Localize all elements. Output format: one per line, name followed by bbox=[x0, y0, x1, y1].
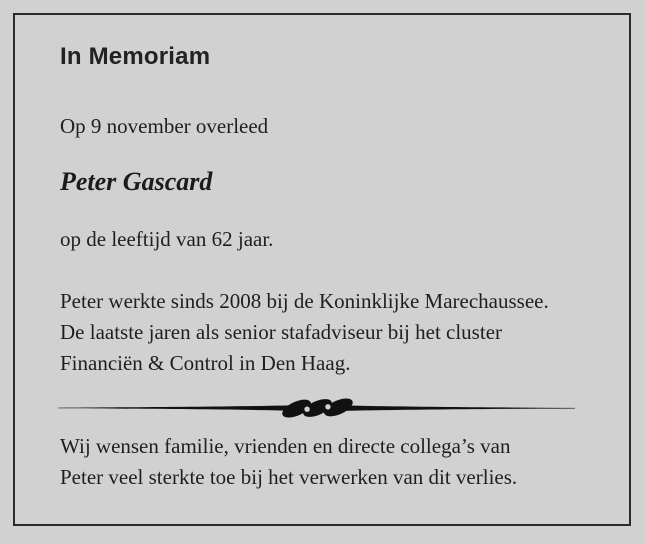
intro-line: Op 9 november overleed bbox=[60, 114, 269, 138]
deceased-name: Peter Gascard bbox=[60, 167, 213, 196]
career-line-3: Financiën & Control in Den Haag. bbox=[60, 351, 351, 375]
career-line-1: Peter werkte sinds 2008 bij de Koninklijke Marechaussee. bbox=[60, 289, 549, 313]
age-line: op de leeftijd van 62 jaar. bbox=[60, 227, 274, 251]
career-paragraph bbox=[60, 286, 617, 379]
rope-twist-divider-icon bbox=[58, 396, 575, 420]
rope-knot bbox=[280, 396, 356, 420]
page-title: In Memoriam bbox=[60, 43, 211, 70]
memoriam-card bbox=[13, 13, 631, 526]
condolence-paragraph bbox=[60, 431, 617, 493]
career-line-2: De laatste jaren als senior stafadviseur bij het cluster bbox=[60, 320, 503, 344]
condolence-line-2: Peter veel sterkte toe bij het verwerken van dit verlies. bbox=[60, 465, 518, 489]
condolence-line-1: Wij wensen familie, vrienden en directe collega’s van bbox=[60, 434, 511, 458]
